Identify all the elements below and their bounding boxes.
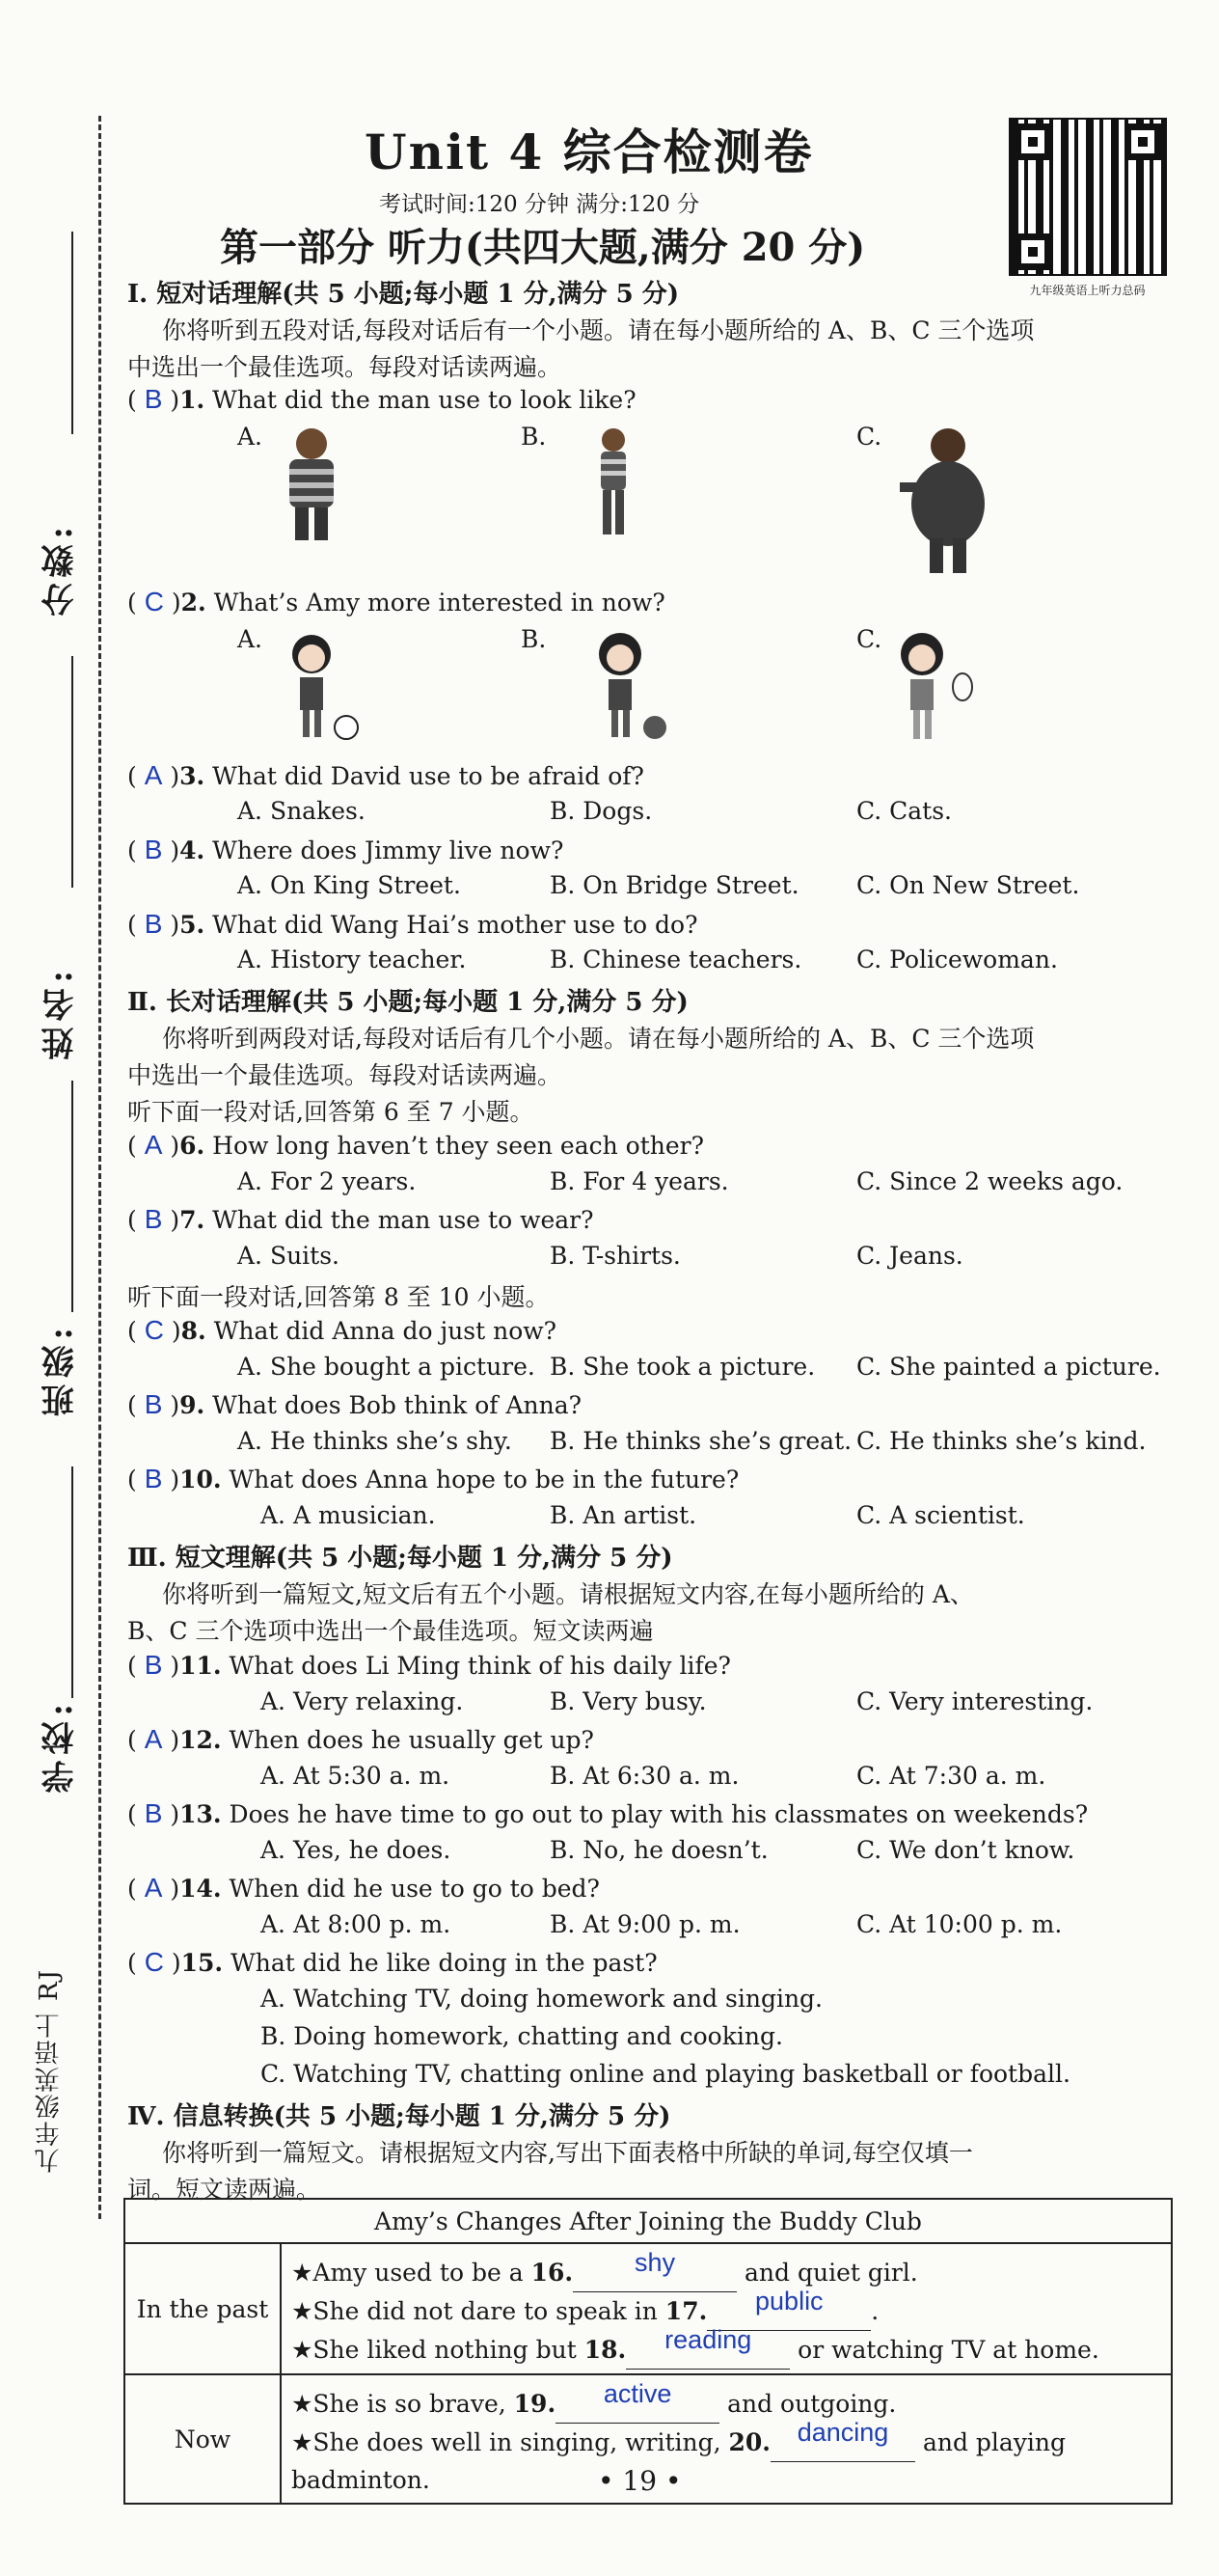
option-b: B. For 4 years. [550, 1167, 729, 1195]
table-row-19: ★She is so brave, 19. active and outgoing. [291, 2385, 1161, 2424]
option-b: B. An artist. [550, 1501, 697, 1529]
option-a: A. A musician. [260, 1501, 436, 1529]
table-row-16: ★Amy used to be a 16. shy and quiet girl. [291, 2254, 1161, 2292]
option-c: C. [856, 423, 882, 451]
option-a: A. On King Street. [237, 871, 461, 899]
name-label: 姓名: [41, 965, 80, 1060]
girl-football-icon [273, 627, 360, 743]
question-9: ( B )9. What does Bob think of Anna? [127, 1389, 582, 1419]
section-2-instruction: 中选出一个最佳选项。每段对话读两遍。 [127, 1061, 562, 1089]
blank-20[interactable]: dancing [771, 2424, 915, 2462]
section-2-instruction: 你将听到两段对话,每段对话后有几个小题。请在每小题所给的 A、B、C 三个选项 [162, 1025, 1035, 1053]
section-4-instruction: 词。短文读两遍。 [127, 2176, 321, 2204]
option-b: B. He thinks she’s great. [550, 1427, 853, 1455]
option-a: A. For 2 years. [237, 1167, 417, 1195]
question-7: ( B )7. What did the man use to wear? [127, 1204, 594, 1234]
question-14: ( A )14. When did he use to go to bed? [127, 1873, 600, 1903]
option-b: B. She took a picture. [550, 1353, 816, 1381]
answer: A [144, 760, 163, 790]
option-a: A. Very relaxing. [260, 1687, 464, 1715]
school-label: 学校: [41, 1698, 80, 1794]
option-b: B. Chinese teachers. [550, 945, 802, 973]
option-c: C. Watching TV, chatting online and playing basketball or football. [260, 2060, 1070, 2088]
section-2-heading: Ⅱ. 长对话理解(共 5 小题;每小题 1 分,满分 5 分) [127, 988, 689, 1017]
question-11: ( B )11. What does Li Ming think of his daily life? [127, 1650, 731, 1680]
question-12: ( A )12. When does he usually get up? [127, 1724, 594, 1754]
section-4-heading: Ⅳ. 信息转换(共 5 小题;每小题 1 分,满分 5 分) [127, 2102, 671, 2131]
binding-dashed-line [98, 116, 101, 2219]
section-1-instruction: 中选出一个最佳选项。每段对话读两遍。 [127, 353, 562, 381]
boy-striped-shirt-icon [589, 425, 637, 540]
answer: B [144, 1204, 163, 1234]
option-b: B. At 6:30 a. m. [550, 1762, 740, 1790]
exam-info: 考试时间:120 分钟 满分:120 分 [379, 192, 700, 217]
option-c: C. At 10:00 p. m. [856, 1910, 1063, 1938]
answer: B [144, 1389, 163, 1419]
answer: B [144, 835, 163, 864]
qr-code-icon[interactable] [1009, 118, 1167, 276]
blank-19[interactable]: active [555, 2385, 719, 2424]
question-5: ( B )5. What did Wang Hai’s mother use to do? [127, 909, 698, 939]
option-b: B. Dogs. [550, 797, 653, 825]
option-c: C. She painted a picture. [856, 1353, 1161, 1381]
man-sweater-illustration-icon [278, 425, 345, 545]
dialogue-1-note: 听下面一段对话,回答第 6 至 7 小题。 [127, 1098, 534, 1126]
table-row-18: ★She liked nothing but 18. reading or watching TV at home. [291, 2331, 1161, 2370]
option-a: A. Yes, he does. [260, 1836, 451, 1864]
option-c: C. On New Street. [856, 871, 1080, 899]
girl-tennis-icon [883, 627, 980, 748]
option-b: B. [521, 423, 547, 451]
option-c: C. Since 2 weeks ago. [856, 1167, 1124, 1195]
answer: A [144, 1873, 163, 1903]
table-title: Amy’s Changes After Joining the Buddy Club [124, 2199, 1172, 2243]
section-1-heading: Ⅰ. 短对话理解(共 5 小题;每小题 1 分,满分 5 分) [127, 280, 680, 309]
option-b: B. On Bridge Street. [550, 871, 799, 899]
qr-caption: 九年级英语上听力总码 [1029, 284, 1146, 297]
answer: B [144, 384, 163, 414]
past-label: In the past [124, 2243, 281, 2374]
past-cell [281, 2243, 1172, 2374]
answer: A [144, 1724, 163, 1754]
score-label: 分数: [41, 521, 80, 617]
school-line [71, 1466, 73, 1698]
answer: A [144, 1130, 163, 1160]
option-a: A. She bought a picture. [237, 1353, 535, 1381]
option-a: A. Suits. [237, 1242, 339, 1270]
option-b: B. Doing homework, chatting and cooking. [260, 2022, 783, 2050]
answer: B [144, 909, 163, 939]
answer: B [144, 1650, 163, 1680]
question-8: ( C )8. What did Anna do just now? [127, 1315, 557, 1345]
class-label: 班级: [41, 1322, 80, 1417]
option-c: C. We don’t know. [856, 1836, 1075, 1864]
section-3-heading: Ⅲ. 短文理解(共 5 小题;每小题 1 分,满分 5 分) [127, 1544, 673, 1573]
option-a: A. At 8:00 p. m. [260, 1910, 451, 1938]
part-title: 第一部分 听力(共四大题,满分 20 分) [220, 225, 866, 270]
answer: B [144, 1464, 163, 1494]
question-10: ( B )10. What does Anna hope to be in the future? [127, 1464, 740, 1494]
question-1: ( B )1. What did the man use to look like? [127, 384, 637, 414]
section-1-instruction: 你将听到五段对话,每段对话后有一个小题。请在每小题所给的 A、B、C 三个选项 [162, 316, 1035, 344]
question-4: ( B )4. Where does Jimmy live now? [127, 835, 564, 864]
blank-16[interactable]: shy [573, 2254, 737, 2292]
option-a: A. Watching TV, doing homework and singing. [260, 1985, 824, 2013]
option-a: A. Snakes. [237, 797, 366, 825]
blank-17[interactable]: public [707, 2292, 871, 2331]
option-c: C. At 7:30 a. m. [856, 1762, 1046, 1790]
option-c: C. A scientist. [856, 1501, 1025, 1529]
question-6: ( A )6. How long haven’t they seen each other? [127, 1130, 704, 1160]
page-title: Unit 4 综合检测卷 [365, 123, 814, 180]
book-label: 九年级英语上 RJ [35, 1968, 64, 2174]
option-a: A. At 5:30 a. m. [260, 1762, 450, 1790]
dialogue-2-note: 听下面一段对话,回答第 8 至 10 小题。 [127, 1283, 550, 1311]
score-line [71, 232, 73, 434]
question-2: ( C )2. What’s Amy more interested in now? [127, 587, 665, 617]
option-b: B. [521, 625, 547, 653]
page-number: • 19 • [598, 2465, 682, 2497]
option-c: C. Jeans. [856, 1242, 963, 1270]
binding-strip [0, 116, 96, 2238]
option-c: C. Very interesting. [856, 1687, 1094, 1715]
answer: C [144, 1947, 164, 1977]
option-c: C. Cats. [856, 797, 952, 825]
class-line [71, 1081, 73, 1312]
blank-18[interactable]: reading [626, 2331, 790, 2370]
option-c: C. [856, 625, 882, 653]
question-15: ( C )15. What did he like doing in the past? [127, 1947, 658, 1977]
option-a: A. [237, 625, 263, 653]
answer: B [144, 1798, 163, 1828]
table-row-17: ★She did not dare to speak in 17. public . [291, 2292, 1161, 2331]
table-row-20: ★She does well in singing, writing, 20. dancing and playing badminton. [291, 2418, 1067, 2494]
option-a: A. He thinks she’s shy. [237, 1427, 512, 1455]
option-a: A. [237, 423, 263, 451]
option-b: B. At 9:00 p. m. [550, 1910, 741, 1938]
section-3-instruction: 你将听到一篇短文,短文后有五个小题。请根据短文内容,在每小题所给的 A、 [162, 1580, 974, 1608]
question-13: ( B )13. Does he have time to go out to play with his classmates on weekends? [127, 1798, 1089, 1828]
option-a: A. History teacher. [237, 945, 467, 973]
answer: C [144, 1315, 164, 1345]
option-b: B. No, he doesn’t. [550, 1836, 769, 1864]
option-c: C. He thinks she’s kind. [856, 1427, 1147, 1455]
name-line [71, 656, 73, 888]
info-table [123, 2198, 1173, 2505]
question-3: ( A )3. What did David use to be afraid of? [127, 760, 644, 790]
section-3-instruction: B、C 三个选项中选出一个最佳选项。短文读两遍 [127, 1617, 654, 1645]
now-label: Now [124, 2374, 281, 2504]
option-c: C. Policewoman. [856, 945, 1058, 973]
heavy-man-illustration-icon [895, 425, 1001, 579]
option-b: B. T-shirts. [550, 1242, 681, 1270]
section-4-instruction: 你将听到一篇短文。请根据短文内容,写出下面表格中所缺的单词,每空仅填一 [162, 2139, 973, 2167]
answer: C [144, 587, 164, 617]
girl-basketball-icon [582, 627, 668, 743]
option-b: B. Very busy. [550, 1687, 707, 1715]
now-cell [281, 2374, 1172, 2504]
